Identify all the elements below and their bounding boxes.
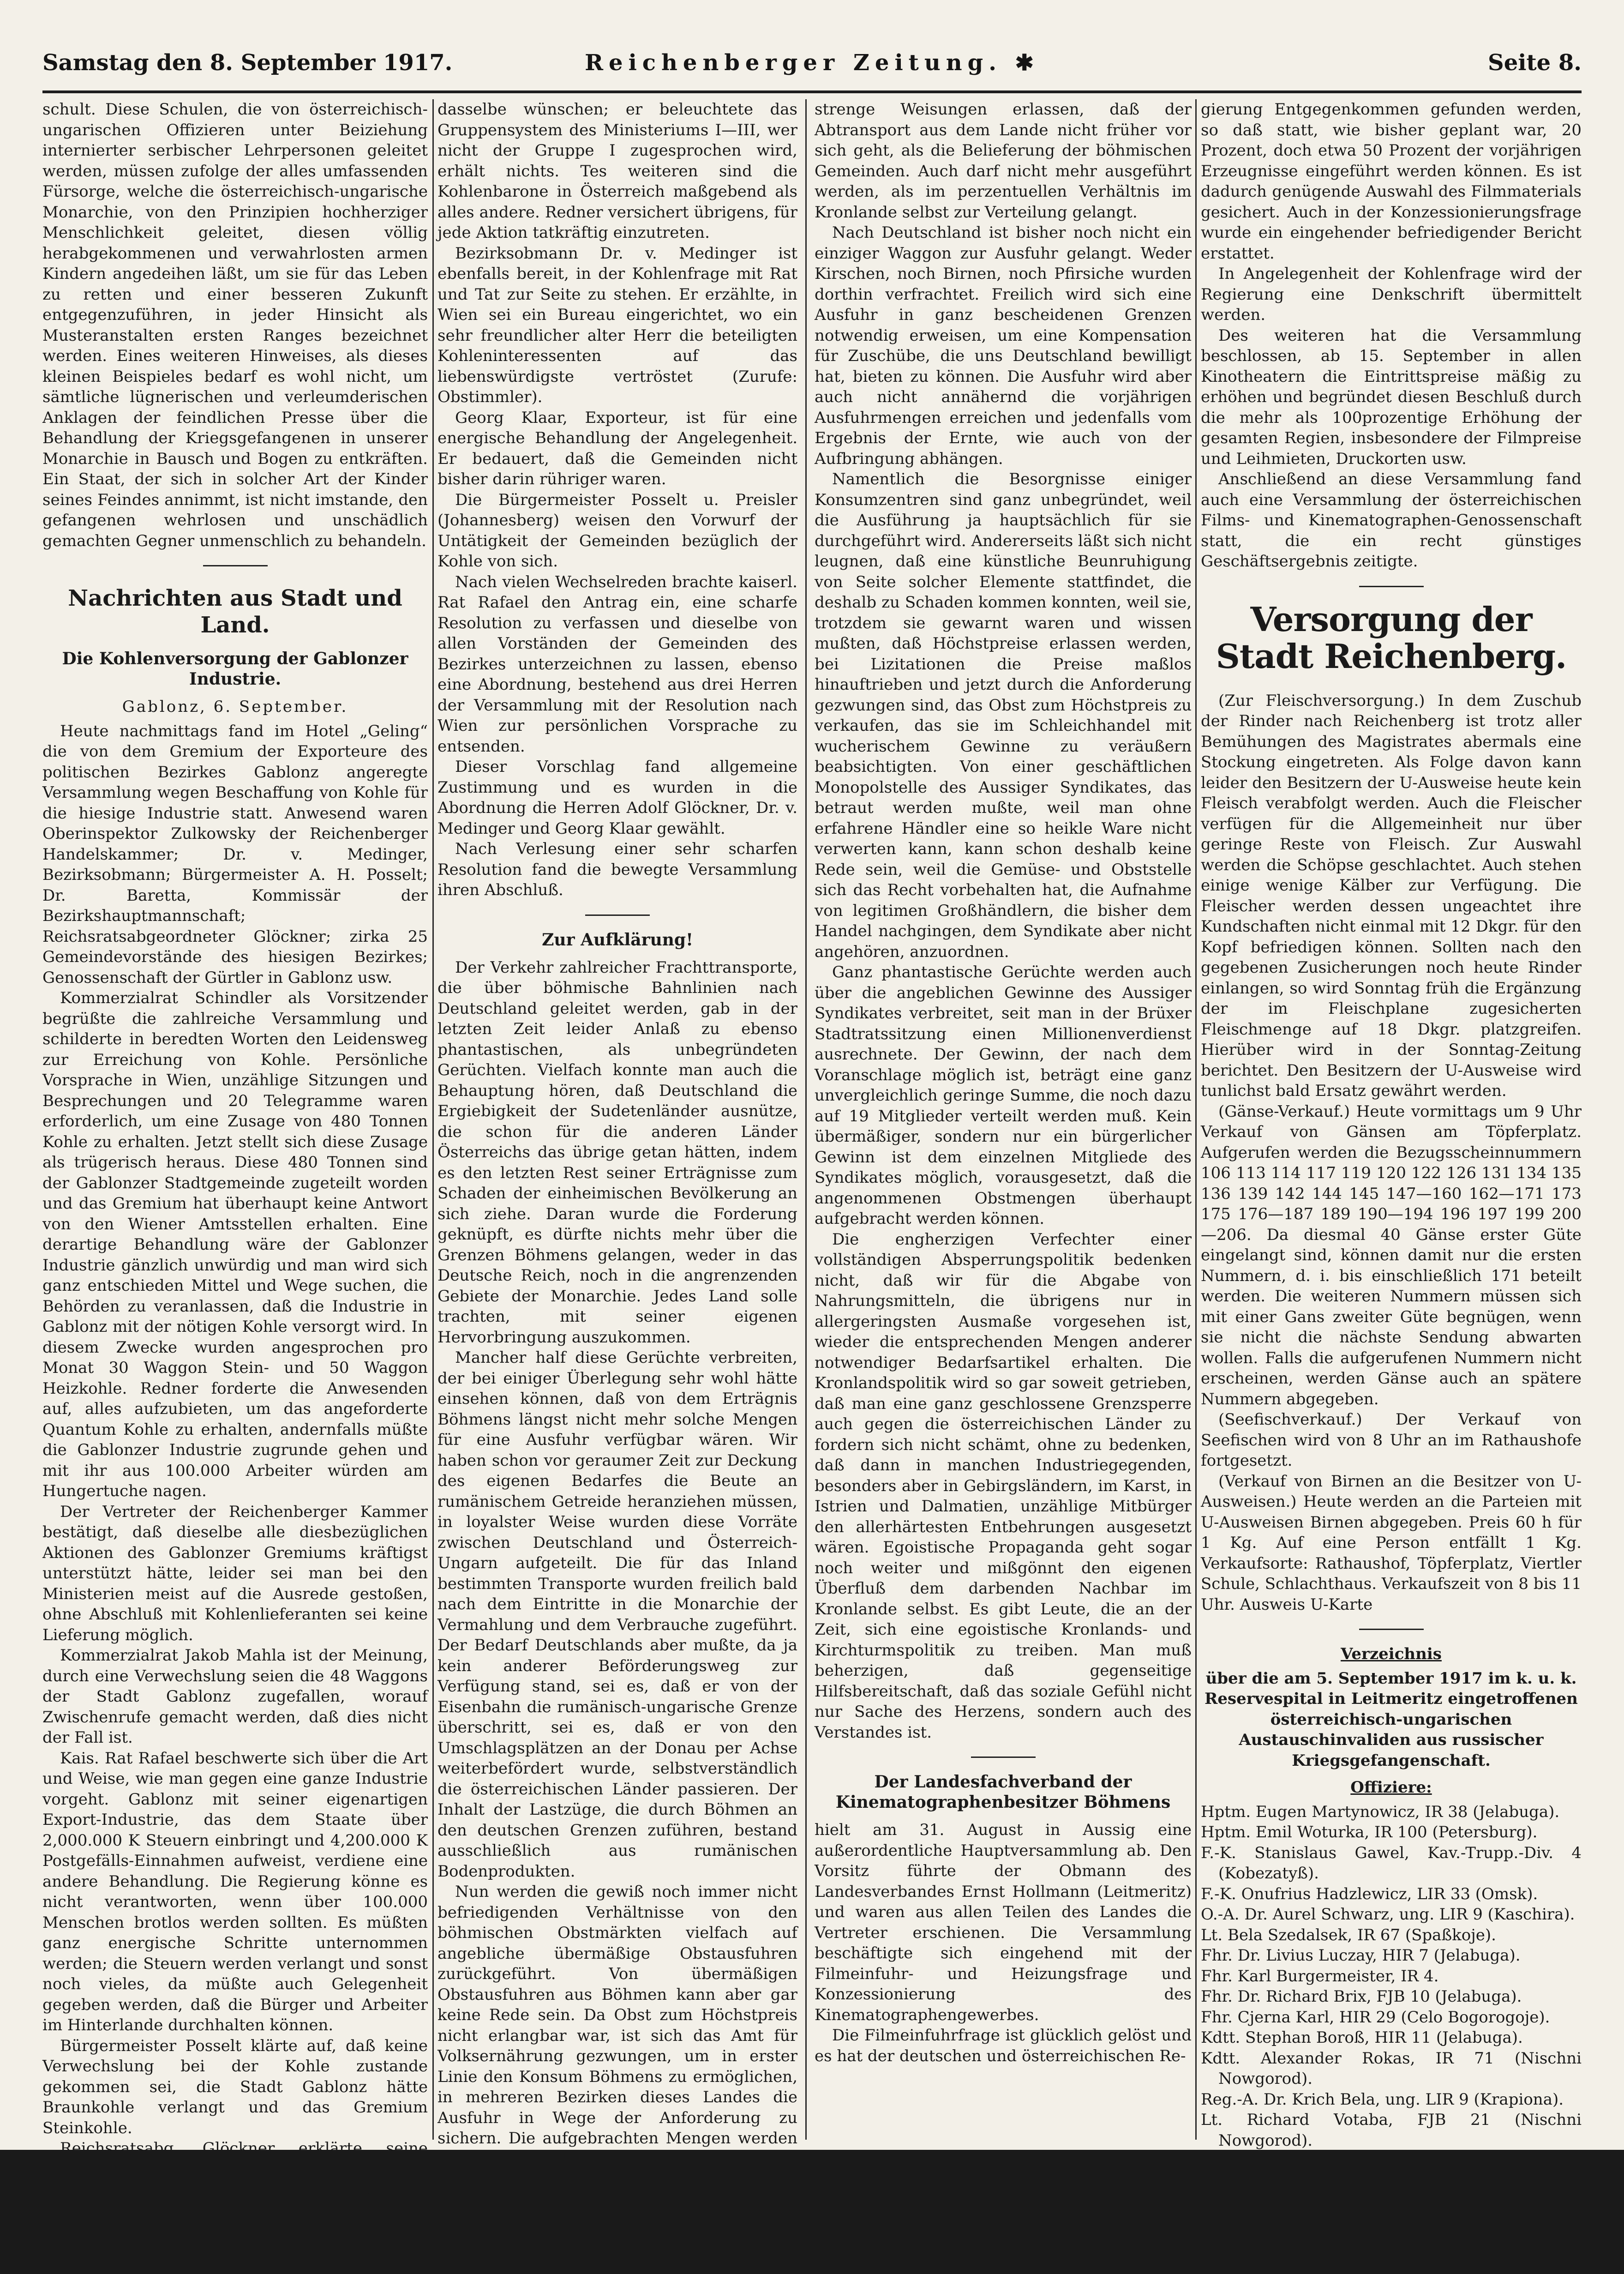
list-item: Hptm. Eugen Martynowicz, IR 38 (Jelabuga). [1201,1802,1582,1823]
paragraph: Mancher half diese Gerüchte verbreiten, der bei einiger Überlegung sehr wohl hätte einsehen können, daß von dem Erträgnis Böhmens längst nicht mehr solche Mengen für eine Ausfuhr verfügbar wären. Wir haben schon vor geraumer Zeit zur Deckung des eigenen Bedarfes die Beute an rumänischem Getreide heranziehen müssen, in loyalster Weise wurden diese Vorräte zwischen Deutschland und Österreich-Ungarn aufgeteilt. Die für das Inland bestimmten Transporte wurden freilich bald nach dem Eintritte in die Monarchie der Vermahlung und dem Verbrauche zugeführt. Der Bedarf Deutschlands aber mußte, da ja kein anderer Beförderungsweg zur Verfügung stand, sei es, daß er von der Eisenbahn die rumänisch-ungarische Grenze überschritt, sei es, daß er von den Umschlagsplätzen an der Donau per Achse weiterbefördert wurde, selbstverständlich die österreichischen Länder passieren. Der Inhalt der Lastzüge, die durch Böhmen an den deutschen Grenzen zuführen, bestand ausschließlich aus rumänischen Bodenprodukten. [437,1348,797,1882]
list-item: Fhr. Bela Betty, IR 34 (Irkutsk). [1201,2172,1582,2192]
paragraph: Die Bürgermeister Posselt u. Preisler (Johannesberg) weisen den Vorwurf der Untätigkeit der Gemeinden bezüglich der Kohle von sich. [437,490,797,572]
paragraph: (Verkauf von Birnen an die Besitzer von U-Ausweisen.) Heute werden an die Parteien mit U-Ausweisen Birnen abgegeben. Preis 60 h für 1 Kg. Auf eine Person entfällt 1 Kg. Verkaufsorte: Rathaushof, Töpferplatz, Viertler Schule, Schlachthaus. Verkaufszeit von 8 bis 11 Uhr. Ausweis U-Karte [1201,1471,1582,1615]
list-heading: Verzeichnis [1201,1644,1582,1665]
paragraph: schult. Diese Schulen, die von österreichisch-ungarischen Offizieren unter Beiziehung internierter serbischer Lehrpersonen geleitet werden, müssen zufolge der alles umfassenden Fürsorge, welche die österreichisch-ungarische Monarchie, von den Prinzipien hochherziger Menschlichkeit geleitet, diesen völlig herabgekommenen und verwahrlosten armen Kindern angedeihen läßt, um sie für das Leben zu retten und einer besseren Zukunft entgegenzuführen, in jeder Hinsicht als Musteranstalten ersten Ranges bezeichnet werden. Eines weiteren Hinweises, als dieses kleinen Beispieles bedarf es wohl nicht, um sämtliche lügnerischen und verleumderischen Anklagen der feindlichen Presse über die Behandlung der Kriegsgefangenen in unserer Monarchie in Bausch und Bogen zu entkräften. Ein Staat, der sich in solcher Art der Kinder seines Feindes annimmt, ist nicht imstande, den gefangenen wehrlosen und unschädlich gemachten Gegner unmenschlich zu behandeln. [42,99,428,551]
list-item: F.-K. Stanislaus Gawel, Kav.-Trupp.-Div. 4 (Kobezatyß). [1201,1843,1582,1884]
list-item: Kdtt. Stephan Boroß, HIR 11 (Jelabuga). [1201,2027,1582,2048]
paragraph: Nach vielen Wechselreden brachte kaiserl. Rat Rafael den Antrag ein, eine scharfe Resolution zu verfassen und dieselbe von allen Vorständen der Gemeinden des Bezirkes unterzeichnen zu lassen, ebenso eine Abordnung, bestehend aus drei Herren der Versammlung mit der Resolution nach Wien zur persönlichen Vorsprache zu entsenden. [437,572,797,757]
article-heading: Der Landesfachverband der Kinematographenbesitzer Böhmens [815,1772,1192,1812]
section-heading: Versorgung der Stadt Reichenberg. [1201,601,1582,675]
paragraph: Heute nachmittags fand im Hotel „Geling“ die von dem Gremium der Exporteure des politischen Bezirkes Gablonz angeregte Versammlung wegen Beschaffung von Kohle für die hiesige Industrie statt. Anwesend waren Oberinspektor Zulkowsky der Reichenberger Handelskammer; Dr. v. Medinger, Bezirksobmann; Bürgermeister A. H. Posselt; Dr. Baretta, Kommissär der Bezirkshauptmannschaft; Reichsratsabgeordneter Glöckner; zirka 25 Gemeindevorstände des hiesigen Bezirkes; Genossenschaft der Gürtler in Gablonz usw. [42,721,428,988]
paragraph: Georg Klaar, Exporteur, ist für eine energische Behandlung der Angelegenheit. Er bedauert, daß die Gemeinden nicht bisher darin rühriger waren. [437,408,797,490]
list-intro: über die am 5. September 1917 im k. u. k. Reservespital in Leitmeritz eingetroffenen österreichisch-ungarischen Austauschinvaliden aus russischer Kriegsgefangenschaft. [1201,1668,1582,1771]
list-item: E.-F.-Feldw. Kolomian Kulits, IR 65 (Nischni Nowgorod). [1201,2233,1582,2274]
officers-heading: Offiziere: [1201,1777,1582,1798]
paragraph: (Zur Fleischversorgung.) In dem Zuschub der Rinder nach Reichenberg ist trotz aller Bemühungen des Magistrates abermals eine Stockung eingetreten. Als Folge davon kann leider den Besitzern der U-Ausweise heute kein Fleisch verabfolgt werden. Auch die Fleischer verfügen für die Allgemeinheit nur über geringe Reste von Fleisch. Zur Auswahl werden die Schöpse geschlachtet. Auch stehen einige wenige Kälber zur Verfügung. Die Fleischer werden dessen ungeachtet ihre Kundschaften nicht einmal mit 12 Dkgr. für den Kopf befriedigen können. Sollten nach den gegebenen Zusicherungen noch heute Rinder einlangen, so wird Sonntag früh die Ergänzung der im Fleischplane zugesicherten Fleischmenge auf 18 Dkgr. platzgreifen. Hierüber wird in der Sonntag-Zeitung berichtet. Den Besitzern der U-Ausweise wird tunlichst bald Ersatz gewährt werden. [1201,691,1582,1101]
paragraph: Kommerzialrat Schindler als Vorsitzender begrüßte die zahlreiche Versammlung und schilderte in beredten Worten den Leidensweg zur Erreichung von Kohle. Persönliche Vorsprache in Wien, unzählige Sitzungen und Besprechungen und 20 Telegramme waren erforderlich, um eine Zusage von 480 Tonnen Kohle zu erhalten. Jetzt stellt sich diese Zusage als trügerisch heraus. Diese 480 Tonnen sind der Gablonzer Stadtgemeinde zugeteilt worden und das Gremium hat überhaupt keine Antwort von den Wiener Amtsstellen erhalten. Eine derartige Behandlung wäre der Gablonzer Industrie gänzlich unwürdig und man wird sich ganz entschieden Mittel und Wege suchen, die Behörden zu veranlassen, daß die Industrie in Gablonz mit der nötigen Kohle versorgt wird. In diesem Zwecke wurden angesprochen pro Monat 30 Waggon Stein- und 50 Waggon Heizkohle. Redner forderte die Anwesenden auf, alles aufzubieten, um das angeforderte Quantum Kohle zu erhalten, andernfalls müßte die Gablonzer Industrie zugrunde gehen und mit ihr aus 100.000 Arbeiter würden am Hungertuche nagen. [42,988,428,1502]
paragraph: Dieser Vorschlag fand allgemeine Zustimmung und es wurden in die Abordnung die Herren Adolf Glöckner, Dr. v. Medinger und Georg Klaar gewählt. [437,757,797,839]
column-divider [1195,99,1197,2140]
list-item: Kdtt. Alexander Rokas, IR 71 (Nischni Nowgorod). [1201,2048,1582,2089]
paragraph: Nach Deutschland ist bisher noch nicht ein einziger Waggon zur Ausfuhr gelangt. Weder Kirschen, noch Birnen, noch Pfirsiche wurden dorthin verfrachtet. Freilich wird sich eine Ausfuhr in ganz bescheidenen Grenzen notwendig erweisen, um eine Kompensation für Zuschübe, die uns Deutschland bewilligt hat, bieten zu können. Die Ausfuhr wird aber auch nicht annähernd die vorjährigen Ausfuhrmengen erreichen und jedenfalls vom Ergebnis der Ernte, wie auch von der Aufbringung abhängen. [815,223,1192,469]
paragraph: Reichsratsabg. Glöckner erklärte seine Bemühungen in dieser Sache. Er meinte, es müsse in Gablonz zu viele Gruppen, die alle [42,2138,428,2200]
paragraph: dasselbe wünschen; er beleuchtete das Gruppensystem des Ministeriums I—III, wer nicht der Gruppe I zugesprochen wird, erhält nichts. Tes weiteren sind die Kohlenbarone in Österreich maßgebend als alles andere. Redner versichert übrigens, für jede Aktion tatkräftig einzutreten. [437,99,797,243]
paragraph: Nach Verlesung einer sehr scharfen Resolution fand die bewegte Versammlung ihren Abschluß. [437,839,797,901]
column-divider [805,99,807,2140]
header-rule [42,90,1582,93]
list-item: Reg.-A. Dr. Krich Bela, ung. LIR 9 (Krapiona). [1201,2089,1582,2110]
list-item: Fhr. Cjerna Karl, HIR 29 (Celo Bogorogoje). [1201,2007,1582,2028]
article-heading: Zur Aufklärung! [437,930,797,950]
list-item: Hptm. Emil Woturka, IR 100 (Petersburg). [1201,1822,1582,1843]
paragraph: Kais. Rat Rafael beschwerte sich über die Art und Weise, wie man gegen eine ganze Industrie vorgeht. Gablonz mit seiner eigenartigen Export-Industrie, das dem Staate über 2,000.000 K Steuern einbringt und 4,200.000 K Postgefälls-Einnahmen aufweist, verdiene eine andere Behandlung. Die Regierung könne es nicht verantworten, wenn über 100.000 Menschen brotlos werden sollten. Es müßten ganz energische Schritte unternommen werden; die Steuern werden verlangt und sonst noch vieles, da müßte auch Gelegenheit gegeben werden, daß die Bürger und Arbeiter im Hinterlande durchhalten können. [42,1748,428,2036]
list-item: Kdtt.-Asp. Alexander Schwarz, IR 81 (Jelabuga). [1201,2192,1582,2233]
paragraph: Nun werden die gewiß noch immer nicht befriedigenden Verhältnisse von den böhmischen Obstmärkten vielfach auf angebliche übermäßige Obstausfuhren zurückgeführt. Von übermäßigen Obstausfuhren aus Böhmen kann aber gar keine Rede sein. Da Obst zum Höchstpreis nicht erlangbar war, ist sich das Amt für Volksernährung gezwungen, um in erster Linie den Konsum Böhmens zu ermöglichen, in mehreren Bezirken dieses Landes die Ausfuhr in Wege der Anforderung zu sichern. Die aufgebrachten Mengen werden in erster Linie zur Versorgung Böhmens, dann erst der übrigen Länder — wobei namentlich Wien berücksichtigt werden muß — aufgeteilt. Dabei wurden [437,1882,797,2231]
newspaper-title: Reichenberger Zeitung. ✱ [42,50,1582,76]
article-heading: Die Kohlenversorgung der Gablonzer Industrie. [42,649,428,689]
column-1 [42,99,428,2140]
list-item: Fhr. Karl Burgermeister, IR 4. [1201,1966,1582,1987]
section-heading: Nachrichten aus Stadt und Land. [42,585,428,638]
list-item: O.-A. Dr. Aurel Schwarz, ung. LIR 9 (Kaschira). [1201,1904,1582,1925]
list-item: F.-K. Onufrius Hadzlewicz, LIR 33 (Omsk). [1201,1884,1582,1905]
officer-list [1201,1802,1582,2274]
page-number: Seite 8. [1488,50,1582,76]
paragraph: Kommerzialrat Jakob Mahla ist der Meinung, durch eine Verwechslung seien die 48 Waggons der Stadt Gablonz zugefallen, worauf Zwischenrufe gemacht werden, daß dies nicht der Fall ist. [42,1645,428,1748]
paragraph: Bezirksobmann Dr. v. Medinger ist ebenfalls bereit, in der Kohlenfrage mit Rat und Tat zur Seite zu stehen. Er erzählte, in Wien sei ein Bureau eingerichtet, wo ein sehr freundlicher alter Herr die beteiligten Kohleninteressenten auf das liebenswürdigste vertröstet (Zurufe: Obstimmler). [437,243,797,408]
paragraph: (Seefischverkauf.) Der Verkauf von Seefischen wird von 8 Uhr an im Rathaushofe fortgesetzt. [1201,1409,1582,1471]
separator [585,914,650,916]
paragraph: Die engherzigen Verfechter einer vollständigen Absperrungspolitik bedenken nicht, daß wir für die Abgabe von Nahrungsmitteln, die übrigens nur in allergeringsten Ausmaße vorgesehen ist, wieder die entsprechenden Mengen anderer notwendiger Bedarfsartikel erhalten. Die Kronlandspolitik wird so gar soweit getrieben, daß man eine ganz geschlossene Grenzsperre auch gegen die österreichischen Länder zu fordern sich nicht schämt, ohne zu bedenken, daß dann in manchen Industriegegenden, besonders aber in Gebirgsländern, im Karst, in Istrien und Dalmatien, unzählige Mitbürger den allerhärtesten Entbehrungen ausgesetzt wären. Egoistische Propaganda geht sogar noch weiter und mißgönnt den eigenen Überfluß dem darbenden Nachbar im Kronlande selbst. Es gibt Leute, die an der Zeit, sich eine egoistische Kronlands- und Kirchturmspolitik zu treiben. Man muß beherzigen, daß gegenseitige Hilfsbereitschaft, daß das soziale Gefühl nicht nur Sache des Herzens, sondern auch des Verstandes ist. [815,1229,1192,1743]
separator [971,1757,1036,1758]
column-2 [437,99,797,2140]
paragraph: Die Filmeinfuhrfrage ist glücklich gelöst und es hat der deutschen und österreichischen Re- [815,2025,1192,2066]
paragraph: gierung Entgegenkommen gefunden werden, so daß statt, wie bisher geplant war, 20 Prozent, doch etwa 50 Prozent der vorjährigen Erzeugnisse eingeführt werden können. Es ist dadurch genügende Auswahl des Filmmaterials gesichert. Auch in der Konzessionierungsfrage wurde ein eingehender befriedigender Bericht erstattet. [1201,99,1582,264]
dateline: Gablonz, 6. September. [42,697,428,717]
paragraph: Bürgermeister Posselt klärte auf, daß keine Verwechslung bei der Kohle zustande gekommen sei, die Stadt Gablonz hätte Braunkohle verlangt und das Gremium Steinkohle. [42,2036,428,2139]
list-item: Lt. Osman Nuri, IR 100 (Tschuchloma). [1201,2151,1582,2172]
column-4 [1201,99,1582,2140]
paragraph: Der Verkehr zahlreicher Frachttransporte, die über böhmische Bahnlinien nach Deutschland geleitet werden, gab in der letzten Zeit leider Anlaß zu ebenso phantastischen, als unbegründeten Gerüchten. Vielfach konnte man auch die Behauptung hören, daß Deutschland die Ergiebigkeit der Sudetenländer ausnütze, die schon für die anderen Länder Österreichs das übrige getan hätten, indem es den letzten Rest seiner Erträgnisse zum Schaden der einheimischen Bevölkerung an sich ziehe. Daran wurde die Forderung geknüpft, es dürfte nichts mehr über die Grenzen Böhmens gelangen, weder in das Deutsche Reich, noch in die angrenzenden Gebiete der Monarchie. Jedes Land solle trachten, mit seiner eigenen Hervorbringung auszukommen. [437,957,797,1348]
paragraph: hielt am 31. August in Aussig eine außerordentliche Hauptversammlung ab. Den Vorsitz führte der Obmann des Landesverbandes Ernst Hollmann (Leitmeritz) und waren aus allen Teilen des Landes die Vertreter erschienen. Die Versammlung beschäftigte sich eingehend mit der Filmeinfuhr- und Heizungsfrage und Konzessionierung des Kinematographengewerbes. [815,1820,1192,2025]
paragraph: Des weiteren hat die Versammlung beschlossen, ab 15. September in allen Kinotheatern die Eintrittspreise mäßig zu erhöhen und begründet diesen Beschluß durch die mehr als 100prozentige Erhöhung der gesamten Regien, insbesondere der Filmpreise und Leihmieten, Druckorten usw. [1201,325,1582,469]
list-item: Lt. Richard Votaba, FJB 21 (Nischni Nowgorod). [1201,2110,1582,2151]
paragraph: strenge Weisungen erlassen, daß der Abtransport aus dem Lande nicht früher vor sich geht, als die Belieferung der böhmischen Gemeinden. Auch darf nicht mehr ausgeführt werden, als im perzentuellen Verhältnis im Kronlande selbst zur Verteilung gelangt. [815,99,1192,223]
paragraph: Ganz phantastische Gerüchte werden auch über die angeblichen Gewinne des Aussiger Syndikates verbreitet, seit man in der Brüxer Stadtratssitzung einen Millionenverdienst ausrechnete. Der Gewinn, der nach dem Voranschlage möglich ist, beträgt eine ganz unvergleichlich geringe Summe, die noch dazu auf 19 Mitglieder verteilt werden muß. Kein übermäßiger, sondern nur ein bürgerlicher Gewinn ist dem einzelnen Mitgliede des Syndikates möglich, vorausgesetzt, daß die angenommenen Obstmengen überhaupt aufgebracht werden können. [815,962,1192,1229]
column-divider [432,99,434,2140]
separator [203,565,268,566]
list-item: Lt. Bela Szedalsek, IR 67 (Spaßkoje). [1201,1925,1582,1946]
paragraph: Der Vertreter der Reichenberger Kammer bestätigt, daß dieselbe alle diesbezüglichen Aktionen des Gablonzer Gremiums kräftigst unterstützt hätte, leider sei man bei den Ministerien meist auf die Ausrede gestoßen, ohne Abschluß mit Kohlenlieferanten sei keine Lieferung möglich. [42,1502,428,1646]
separator [1359,586,1424,587]
header-date: Samstag den 8. September 1917. [42,50,452,76]
separator [1359,1629,1424,1630]
page-header [42,50,1582,87]
paragraph: In Angelegenheit der Kohlenfrage wird der Regierung eine Denkschrift übermittelt werden. [1201,264,1582,325]
column-3 [815,99,1192,2140]
paragraph: Namentlich die Besorgnisse einiger Konsumzentren sind ganz unbegründet, weil die Ausführung ja hauptsächlich für sie durchgeführt wird. Andererseits läßt sich nicht leugnen, daß eine künstliche Beunruhigung von Seite solcher Elemente stattfindet, die deshalb zu Schaden kommen konnten, weil sie, trotzdem sie gewarnt waren und wissen mußten, daß Höchstpreise erlassen werden, bei Lizitationen die Preise maßlos hinauftrieben und jetzt durch die Anforderung gezwungen sind, das Obst zum Höchstpreis zu verkaufen, das sie im Schleichhandel mit wucherischem Gewinne zu veräußern beabsichtigten. Von einer geschäftlichen Monopolstelle des Aussiger Syndikates, das betraut werden mußte, weil man ohne erfahrene Händler eine so heikle Ware nicht verwerten kann, kann schon deshalb keine Rede sein, weil die Gemüse- und Obststelle sich das Recht vorbehalten hat, die Aufnahme von legitimen Großhändlern, die bisher dem Handel nachgingen, dem Syndikate aber nicht angehören, anzuordnen. [815,469,1192,962]
list-item: Fhr. Dr. Livius Luczay, HIR 7 (Jelabuga). [1201,1945,1582,1966]
list-item: Fhr. Dr. Richard Brix, FJB 10 (Jelabuga). [1201,1986,1582,2007]
paragraph: (Gänse-Verkauf.) Heute vormittags um 9 Uhr Verkauf von Gänsen am Töpferplatz. Aufgerufen werden die Bezugsscheinnummern 106 113 114 117 119 120 122 126 131 134 135 136 139 142 144 145 147—160 162—171 173 175 176—187 189 190—194 196 197 199 200—206. Da diesmal 40 Gänse erster Güte eingelangt sind, können damit nur die ersten Nummern, d. i. bis einschließlich 171 beteilt werden. Die weiteren Nummern müssen sich mit einer Gans zweiter Güte begnügen, wenn sie nicht die nächste Sendung abwarten wollen. Falls die aufgerufenen Nummern nicht erscheinen, werden Gänse auch an spätere Nummern abgegeben. [1201,1101,1582,1410]
paragraph: Anschließend an diese Versammlung fand auch eine Versammlung der österreichischen Films- und Kinematographen-Genossenschaft statt, die ein recht günstiges Geschäftsergebnis zeitigte. [1201,469,1582,572]
